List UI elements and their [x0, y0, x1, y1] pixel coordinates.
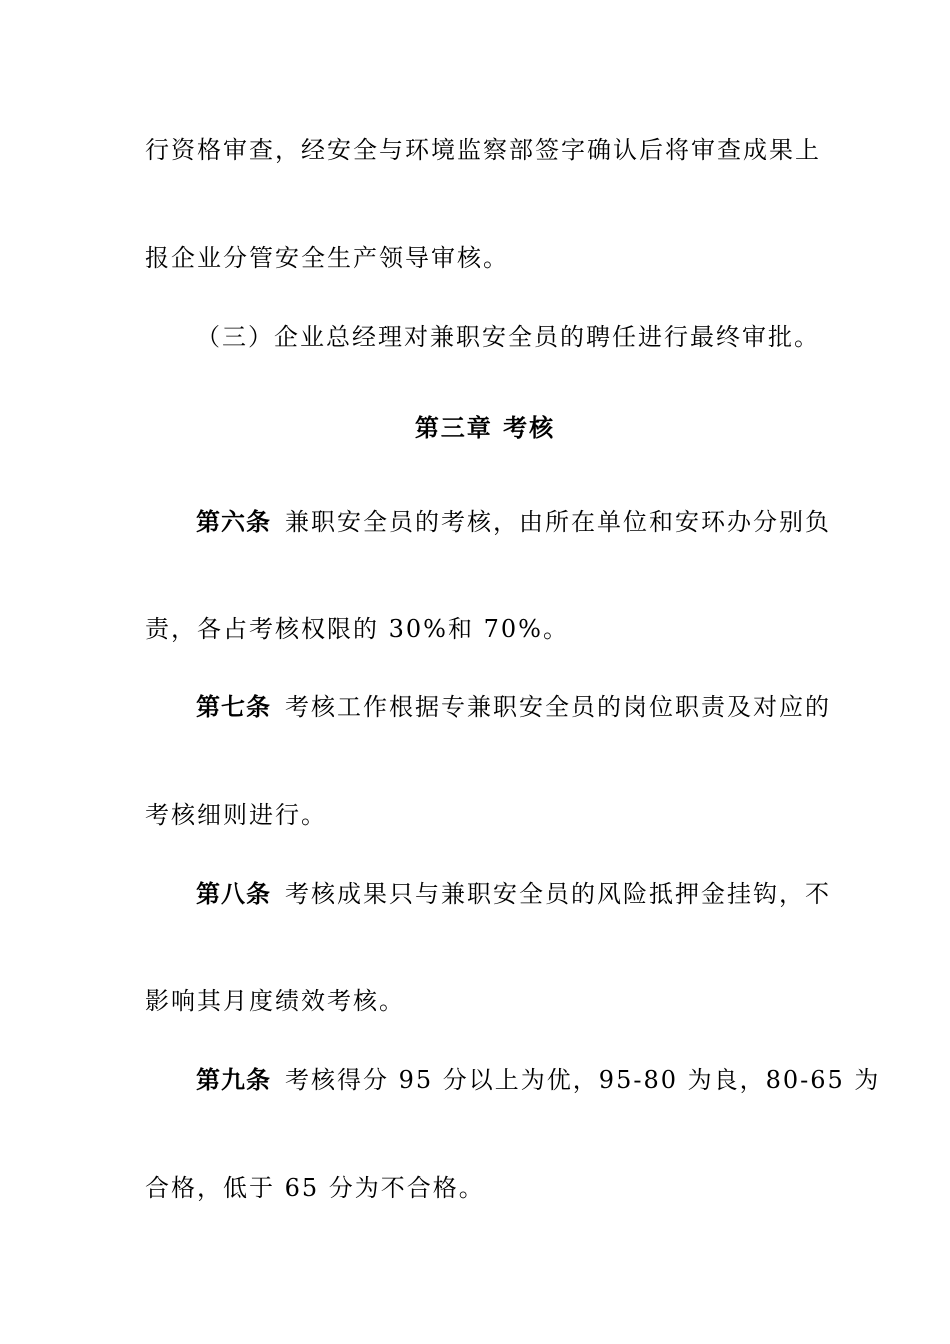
article-9-text: 考核得分 95 分以上为优，95-80 为良，80-65 为: [285, 1066, 881, 1094]
article-8-number: 第八条: [196, 880, 271, 908]
article-8-text: 考核成果只与兼职安全员的风险抵押金挂钩，不: [285, 880, 831, 908]
text-line-2: 报企业分管安全生产领导审核。: [145, 244, 509, 272]
article-9-first-line: [196, 1065, 881, 1095]
article-8-continuation: 影响其月度绩效考核。: [145, 987, 405, 1015]
article-7-text: 考核工作根据专兼职安全员的岗位职责及对应的: [285, 693, 831, 721]
article-8-first-line: [196, 879, 836, 909]
article-6-continuation: 责，各占考核权限的 30%和 70%。: [145, 615, 569, 643]
text-line-3: （三）企业总经理对兼职安全员的聘任进行最终审批。: [196, 323, 820, 351]
article-6-first-line: [196, 507, 836, 537]
article-9-continuation: 合格，低于 65 分为不合格。: [145, 1174, 485, 1202]
text-line-1: 行资格审查，经安全与环境监察部签字确认后将审查成果上: [145, 136, 821, 164]
article-7-number: 第七条: [196, 693, 271, 721]
article-6-number: 第六条: [196, 508, 271, 536]
chapter-heading: 第三章 考核: [414, 414, 556, 442]
article-9-number: 第九条: [196, 1066, 271, 1094]
article-6-text: 兼职安全员的考核，由所在单位和安环办分别负: [285, 508, 831, 536]
article-7-first-line: [196, 692, 836, 722]
article-7-continuation: 考核细则进行。: [145, 801, 327, 829]
